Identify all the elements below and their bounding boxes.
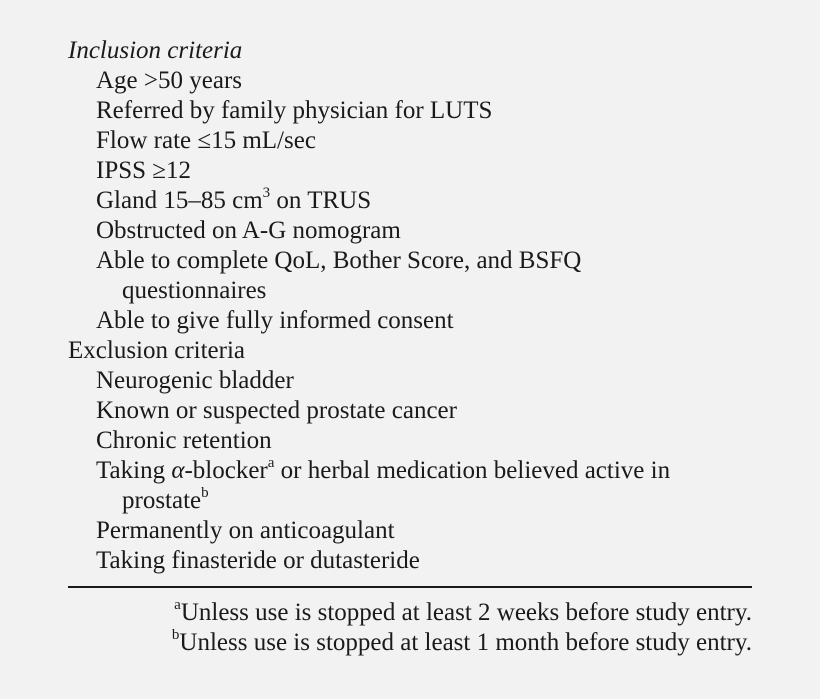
inclusion-item: Able to complete QoL, Bother Score, and BSFQ (96, 247, 582, 274)
alpha-text-mid: -blocker (184, 457, 268, 484)
inclusion-item: Flow rate ≤15 mL/sec (96, 127, 316, 154)
inclusion-item: IPSS ≥12 (96, 157, 192, 184)
footnote-a (174, 598, 752, 628)
footnote-mark-b: b (201, 484, 209, 501)
exclusion-item-alpha-blocker (96, 456, 670, 486)
footnote-b (172, 628, 752, 658)
exclusion-item: Taking finasteride or dutasteride (96, 547, 420, 574)
footnote-mark-a: a (267, 454, 275, 471)
exclusion-heading: Exclusion criteria (68, 337, 246, 364)
alpha-symbol: α (171, 457, 185, 484)
alpha-text-post: or herbal medication believed active in (274, 457, 671, 484)
exclusion-item: Chronic retention (96, 427, 272, 454)
inclusion-item: Able to give fully informed consent (96, 307, 454, 334)
prostate-text: prostate (122, 487, 202, 514)
inclusion-item-continuation: questionnaires (122, 277, 267, 304)
exclusion-item-continuation (122, 486, 209, 516)
inclusion-item-gland (96, 186, 371, 216)
footnote-a-mark: a (174, 596, 181, 613)
footnote-a-text: Unless use is stopped at least 2 weeks before study entry. (180, 599, 752, 626)
inclusion-item: Referred by family physician for LUTS (96, 97, 493, 124)
footnote-b-mark: b (171, 626, 180, 643)
exclusion-item: Known or suspected prostate cancer (96, 397, 457, 424)
inclusion-heading: Inclusion criteria (68, 37, 243, 64)
inclusion-item: Obstructed on A-G nomogram (96, 217, 401, 244)
exclusion-item: Permanently on anticoagulant (96, 517, 395, 544)
alpha-text-pre: Taking (96, 457, 172, 484)
gland-superscript: 3 (262, 184, 271, 201)
footnote-b-text: Unless use is stopped at least 1 month before study entry. (179, 629, 752, 656)
inclusion-item: Age >50 years (96, 67, 242, 94)
gland-text: Gland 15–85 cm (96, 187, 263, 214)
table-divider (68, 586, 752, 588)
exclusion-item: Neurogenic bladder (96, 367, 294, 394)
gland-text-post: on TRUS (270, 187, 372, 214)
